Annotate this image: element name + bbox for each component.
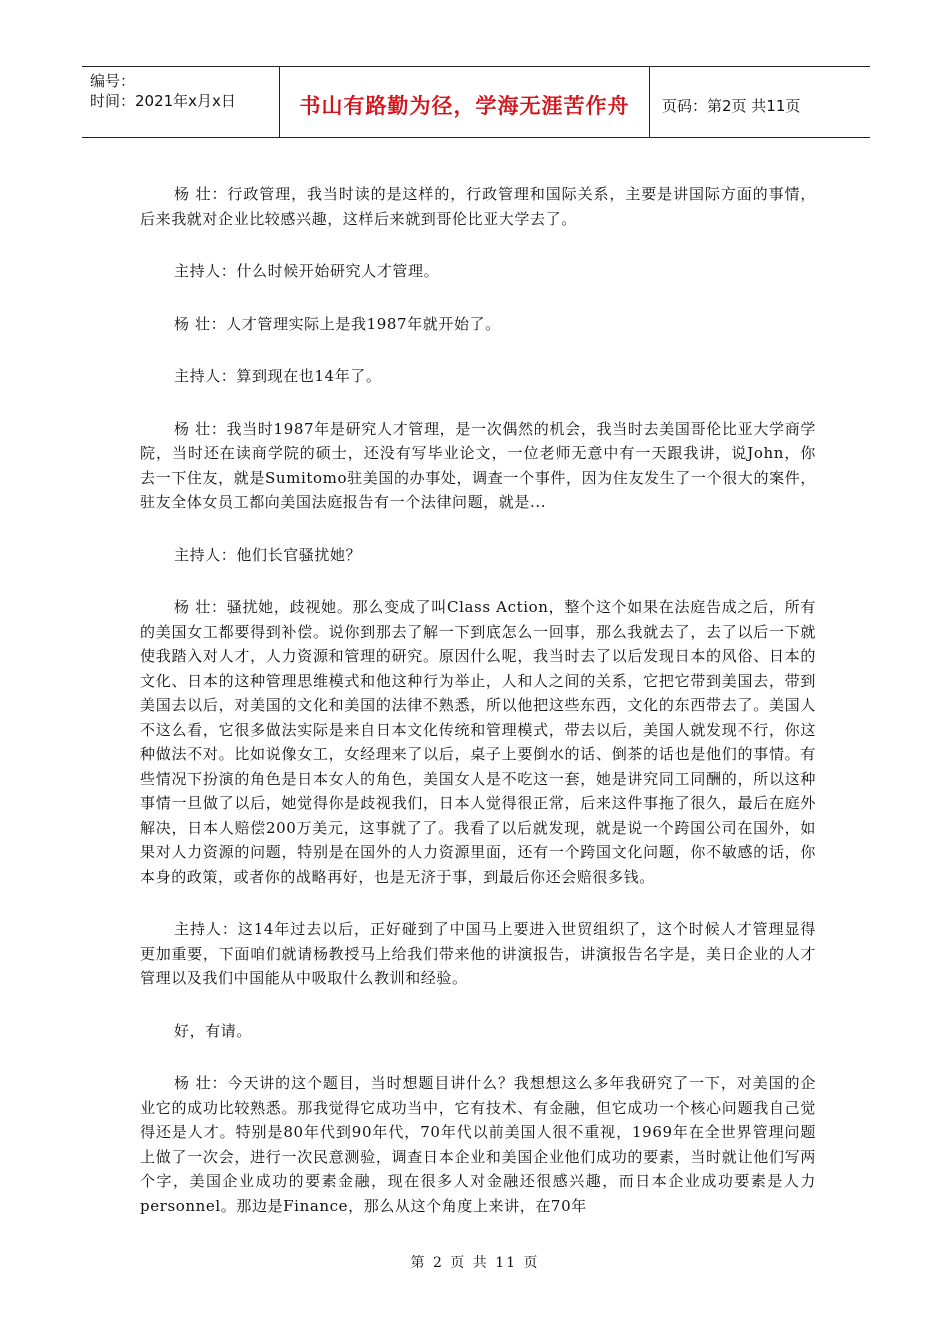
page-footer: 第 2 页 共 11 页 xyxy=(410,1255,540,1271)
paragraph: 杨 壮：行政管理，我当时读的是这样的，行政管理和国际关系，主要是讲国际方面的事情，后来我就对企业比较感兴趣，这样后来就到哥伦比亚大学去了。 xyxy=(140,185,816,228)
header-meta xyxy=(82,67,280,137)
header-motto: 书山有路勤为径，学海无涯苦作舟 xyxy=(280,67,650,137)
paragraph: 主持人：什么时候开始研究人才管理。 xyxy=(174,262,440,280)
doc-date-label: 时间：2021年x月x日 xyxy=(90,92,236,110)
paragraph: 杨 壮：今天讲的这个题目，当时想题目讲什么？我想想这么多年我研究了一下，对美国的企业它的成功比较熟悉。那我觉得它成功当中，它有技术、有金融，但它成功一个核心问题我自己觉得还是人才。特别是80年代到90年代，70年代以前美国人很不重视，1969年在全世界管理问题上做了一次会，进行一次民意测验，调查日本企业和美国企业他们成功的要素，当时就让他们写两个字，美国企业成功的要素金融，现在很多人对金融还很感兴趣，而日本企业成功要素是人力personnel。那边是Finance，那么从这个角度上来讲，在70年 xyxy=(140,1074,816,1215)
paragraph: 好，有请。 xyxy=(174,1021,253,1040)
paragraph: 杨 壮：骚扰她，歧视她。那么变成了叫Class Action，整个这个如果在法庭告成之后，所有的美国女工都要得到补偿。说你到那去了解一下到底怎么一回事，那么我就去了，去了以后一下就使我踏入对人才，人力资源和管理的研究。原因什么呢，我当时去了以后发现日本的风俗、日本的文化、日本的这种管理思维模式和他这种行为举止，人和人之间的关系，它把它带到美国去，带到美国去以后，对美国的文化和美国的法律不熟悉，所以他把这些东西，文化的东西带去了。美国人不这么看，它很多做法实际是来自日本文化传统和管理模式，带去以后，美国人就发现不行，你这种做法不对。比如说像女工，女经理来了以后，桌子上要倒水的话、倒茶的话也是他们的事情。有些情况下扮演的角色是日本女人的角色，美国女人是不吃这一套，她是讲究同工同酬的，所以这种事情一旦做了以后，她觉得你是歧视我们，日本人觉得很正常，后来这件事拖了很久，最后在庭外解决，日本人赔偿200万美元，这事就了了。我看了以后就发现，就是说一个跨国公司在国外，如果对人力资源的问题，特别是在国外的人力资源里面，还有一个跨国文化问题，你不敏感的话，你本身的政策，或者你的战略再好，也是无济于事，到最后你还会赔很多钱。 xyxy=(140,598,816,886)
paragraph: 主持人：他们长官骚扰她？ xyxy=(174,545,362,564)
paragraph: 杨 壮：我当时1987年是研究人才管理，是一次偶然的机会，我当时去美国哥伦比亚大学商学院，当时还在读商学院的硕士，还没有写毕业论文，一位老师无意中有一天跟我讲，说John，你去一下住友，就是Sumitomo驻美国的办事处，调查一个事件，因为住友发生了一个很大的案件，驻友全体女员工都向美国法庭报告有一个法律问题，就是... xyxy=(140,419,816,511)
paragraph: 主持人：这14年过去以后，正好碰到了中国马上要进入世贸组织了，这个时候人才管理显得更加重要，下面咱们就请杨教授马上给我们带来他的讲演报告，讲演报告名字是，美日企业的人才管理以及我们中国能从中吸取什么教训和经验。 xyxy=(140,920,816,987)
paragraph: 杨 壮：人才管理实际上是我1987年就开始了。 xyxy=(174,314,501,333)
document-body xyxy=(140,182,816,1246)
paragraph: 主持人：算到现在也14年了。 xyxy=(174,367,382,385)
doc-number-label: 编号： xyxy=(90,72,136,90)
document-header xyxy=(82,66,870,138)
header-page-info: 页码：第2页 共11页 xyxy=(662,96,801,115)
